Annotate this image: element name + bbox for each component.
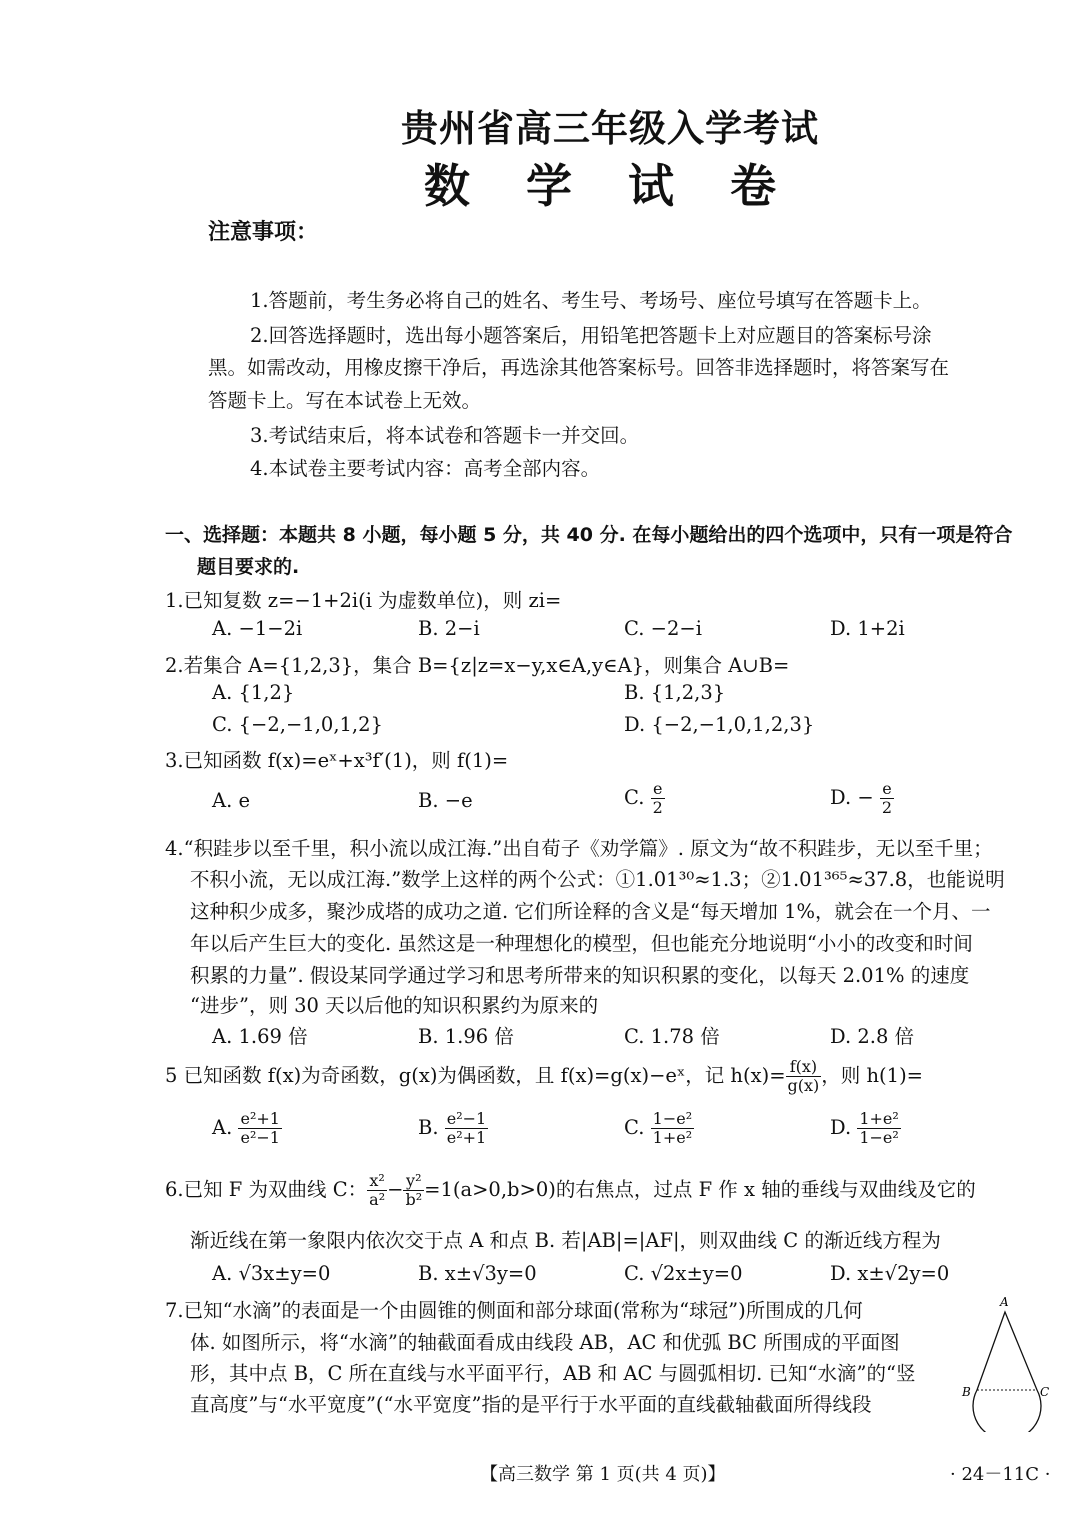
q4-option-c: C. 1.78 倍 (624, 1025, 720, 1048)
fraction-numerator: e (880, 780, 894, 799)
fraction-denominator: 2 (652, 798, 663, 817)
q1-option-c: C. −2−i (624, 617, 702, 640)
water-drop-diagram (960, 1292, 1060, 1432)
q2-option-a: A. {1,2} (212, 681, 295, 704)
q6-fraction-x (367, 1172, 387, 1209)
q6-option-b: B. x±√3y=0 (418, 1262, 537, 1285)
section-heading-cont: 题目要求的. (197, 556, 300, 578)
question-6-stem (165, 1172, 976, 1209)
q3-option-c-label: C. (624, 786, 645, 809)
point-c-label: C (1040, 1385, 1050, 1399)
point-a-label: A (1000, 1295, 1009, 1309)
question-4-line: 年以后产生巨大的变化. 虽然这是一种理想化的模型，但也能充分地说明“小小的改变和时间 (190, 932, 973, 955)
q5-option-d (830, 1110, 901, 1147)
option-fraction (238, 1110, 281, 1147)
q5-option-a (212, 1110, 282, 1147)
fraction-numerator: e²−1 (446, 1109, 487, 1128)
page-footer: 【高三数学 第 1 页(共 4 页)】 (480, 1464, 726, 1485)
question-4-line: 4.“积跬步以至千里，积小流以成江海.”出自荀子《劝学篇》. 原文为“故不积跬步，无以至千里； (165, 837, 993, 860)
q1-option-b: B. 2−i (418, 617, 480, 640)
q5-option-c (624, 1110, 694, 1147)
fraction-numerator: x² (367, 1172, 387, 1191)
q5-stem-b: ，则 h(1)= (821, 1064, 924, 1087)
notice-heading: 注意事项： (208, 220, 319, 245)
q1-option-a: A. −1−2i (212, 617, 303, 640)
fraction-numerator: e²+1 (240, 1109, 280, 1128)
exam-subtitle: 数 学 试 卷 (423, 159, 797, 213)
paper-code: · 24－11C · (950, 1464, 1051, 1485)
fraction-denominator: e²−1 (240, 1128, 280, 1147)
q3-option-d-fraction (880, 780, 894, 817)
fraction-denominator: 2 (881, 798, 893, 817)
q4-option-a: A. 1.69 倍 (212, 1025, 308, 1048)
point-b-label: B (962, 1385, 971, 1399)
q2-option-d: D. {−2,−1,0,1,2,3} (624, 713, 815, 736)
q6-minus: − (387, 1178, 404, 1201)
fraction-denominator: a² (369, 1190, 386, 1209)
q6-stem-b: =1(a>0,b>0)的右焦点，过点 F 作 x 轴的垂线与双曲线及它的 (424, 1178, 976, 1201)
fraction-numerator: y² (403, 1172, 424, 1191)
option-label: A. (212, 1116, 233, 1139)
q5-option-b (418, 1110, 488, 1147)
question-4-line: 积累的力量”. 假设某同学通过学习和思考所带来的知识积累的变化，以每天 2.01% 的速度 (190, 964, 970, 987)
q3-option-a: A. e (212, 789, 251, 812)
q5-stem-fraction (786, 1058, 822, 1095)
notice-line: 3.考试结束后，将本试卷和答题卡一并交回。 (250, 424, 640, 447)
option-label: D. (830, 1116, 852, 1139)
section-heading: 一、选择题：本题共 8 小题，每小题 5 分，共 40 分. 在每小题给出的四个选项中，只有一项是符合 (165, 524, 1013, 546)
option-label: C. (624, 1116, 645, 1139)
notice-line: 答题卡上。写在本试卷上无效。 (208, 389, 482, 412)
drop-outline (973, 1312, 1041, 1432)
fraction-denominator: 1+e² (652, 1128, 693, 1147)
q1-option-d: D. 1+2i (830, 617, 905, 640)
fraction-denominator: g(x) (787, 1076, 820, 1095)
question-4-line: 不积小流，无以成江海.”数学上这样的两个公式：①1.01³⁰≈1.3；②1.01³⁶⁵≈37.8，也能说明 (190, 868, 1005, 891)
question-7-line: 形，其中点 B，C 所在直线与水平面平行，AB 和 AC 与圆弧相切. 已知“水滴”的“竖 (190, 1362, 916, 1385)
q6-fraction-y (403, 1172, 424, 1209)
question-4-line: 这种积少成多，聚沙成塔的成功之道. 它们所诠释的含义是“每天增加 1%，就会在一个月、一 (190, 900, 991, 923)
notice-line: 1.答题前，考生务必将自己的姓名、考生号、考场号、座位号填写在答题卡上。 (250, 289, 932, 312)
notice-line: 黑。如需改动，用橡皮擦干净后，再选涂其他答案标号。回答非选择题时，将答案写在 (208, 356, 950, 379)
question-4-line: “进步”，则 30 天以后他的知识积累约为原来的 (190, 994, 599, 1017)
q3-option-c-fraction (651, 780, 665, 817)
question-2-stem: 2.若集合 A={1,2,3}，集合 B={z|z=x−y,x∈A,y∈A}，则集合 A∪B= (165, 654, 790, 677)
question-6-line: 渐近线在第一象限内依次交于点 A 和点 B. 若|AB|=|AF|，则双曲线 C 的渐近线方程为 (190, 1229, 941, 1252)
q3-option-d-label: D. − (830, 786, 874, 809)
q4-option-b: B. 1.96 倍 (418, 1025, 514, 1048)
notice-line: 2.回答选择题时，选出每小题答案后，用铅笔把答题卡上对应题目的答案标号涂 (250, 324, 932, 347)
fraction-denominator: 1−e² (859, 1128, 899, 1147)
fraction-numerator: f(x) (786, 1058, 822, 1077)
fraction-denominator: b² (405, 1190, 423, 1209)
q6-option-c: C. √2x±y=0 (624, 1262, 743, 1285)
question-7-line: 直高度”与“水平宽度”(“水平宽度”指的是平行于水平面的直线截轴截面所得线段 (190, 1393, 872, 1416)
option-label: B. (418, 1116, 439, 1139)
fraction-numerator: e (651, 780, 665, 799)
q6-stem-a: 6.已知 F 为双曲线 C： (165, 1178, 368, 1201)
q2-option-c: C. {−2,−1,0,1,2} (212, 713, 383, 736)
fraction-numerator: 1−e² (652, 1109, 693, 1128)
q2-option-b: B. {1,2,3} (624, 681, 726, 704)
option-fraction (651, 1110, 694, 1147)
q3-option-c (624, 780, 665, 817)
fraction-numerator: 1+e² (859, 1109, 899, 1128)
q6-option-a: A. √3x±y=0 (212, 1262, 331, 1285)
q5-stem-a: 5 已知函数 f(x)为奇函数，g(x)为偶函数，且 f(x)=g(x)−eˣ，记 h(x)= (165, 1064, 786, 1087)
option-fraction (445, 1110, 488, 1147)
question-7-line: 体. 如图所示，将“水滴”的轴截面看成由线段 AB，AC 和优弧 BC 所围成的平面图 (190, 1331, 900, 1354)
notice-line: 4.本试卷主要考试内容：高考全部内容。 (250, 457, 601, 480)
question-3-stem: 3.已知函数 f(x)=eˣ+x³f′(1)，则 f(1)= (165, 749, 509, 772)
q6-option-d: D. x±√2y=0 (830, 1262, 950, 1285)
q3-option-b: B. −e (418, 789, 473, 812)
option-fraction (857, 1110, 900, 1147)
question-5-stem (165, 1058, 923, 1095)
question-7-line: 7.已知“水滴”的表面是一个由圆锥的侧面和部分球面(常称为“球冠”)所围成的几何 (165, 1299, 863, 1322)
q4-option-d: D. 2.8 倍 (830, 1025, 915, 1048)
question-1-stem: 1.已知复数 z=−1+2i(i 为虚数单位)，则 zi= (165, 589, 562, 612)
fraction-denominator: e²+1 (446, 1128, 487, 1147)
q3-option-d (830, 780, 894, 817)
exam-title: 贵州省高三年级入学考试 (401, 107, 819, 150)
